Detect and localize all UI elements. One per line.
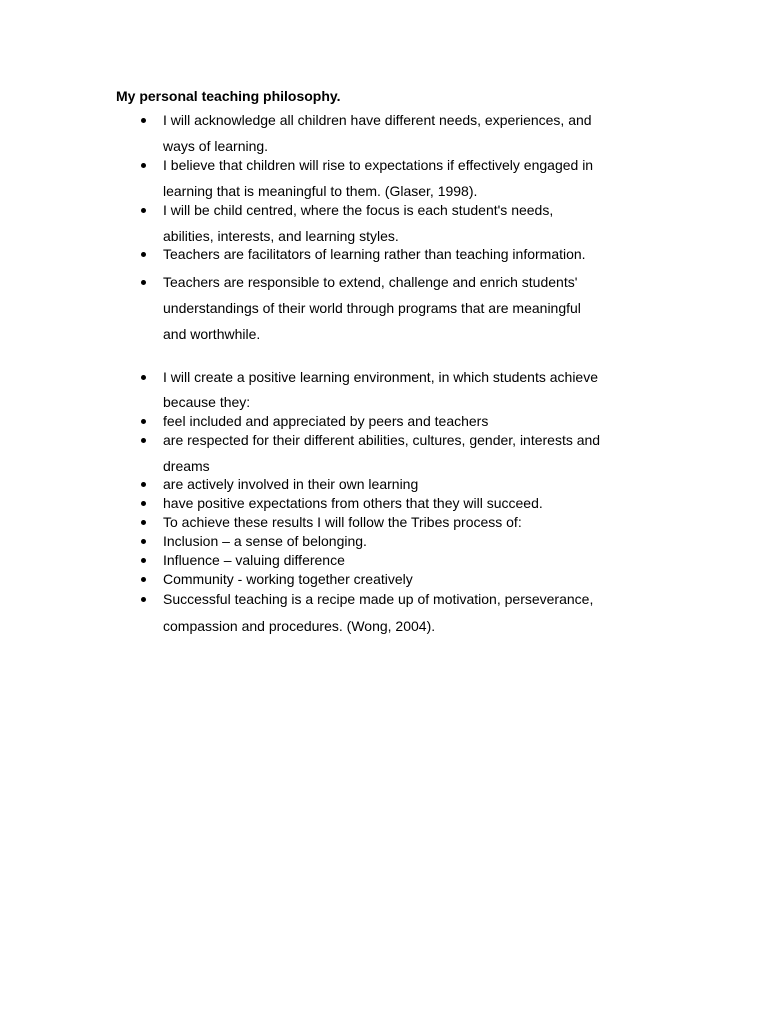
list-item-text [163, 550, 663, 570]
list-item-line: I will be child centred, where the focus is each student's needs, [163, 202, 554, 218]
list-item-line: Successful teaching is a recipe made up of motivation, perseverance, [163, 591, 594, 607]
list-item-line: are actively involved in their own learning [163, 476, 419, 492]
list-item-line: have positive expectations from others that they will succeed. [163, 495, 543, 511]
list-item-text [163, 155, 663, 201]
list-item-text [163, 569, 663, 589]
list-item-text [163, 272, 663, 344]
list-item-text [163, 589, 663, 636]
bullet-icon [138, 493, 148, 513]
list-item-line: feel included and appreciated by peers and teachers [163, 413, 489, 429]
bullet-icon [138, 430, 148, 450]
list-item-line: Teachers are responsible to extend, challenge and enrich students' [163, 274, 578, 290]
list-item-line: Influence – valuing difference [163, 552, 345, 568]
list-item-text [163, 430, 663, 476]
list-item-text [163, 110, 663, 156]
list-item-line: To achieve these results I will follow the Tribes process of: [163, 514, 522, 530]
bullet-icon [138, 569, 148, 589]
bullet-icon [138, 244, 148, 264]
list-item-text [163, 244, 663, 264]
list-item-line: compassion and procedures. (Wong, 2004). [163, 618, 436, 634]
bullet-icon [138, 531, 148, 551]
bullet-icon [138, 272, 148, 292]
list-item-text [163, 474, 663, 494]
bullet-icon [138, 367, 148, 387]
list-item-line: I will create a positive learning environment, in which students achieve [163, 369, 599, 385]
list-item-line: understandings of their world through programs that are meaningful [163, 300, 581, 316]
list-item-line: Community - working together creatively [163, 571, 413, 587]
list-item-text [163, 531, 663, 551]
list-item-line: I will acknowledge all children have different needs, experiences, and [163, 112, 592, 128]
list-item-line: because they: [163, 394, 251, 410]
list-item-text [163, 411, 663, 431]
bullet-icon [138, 474, 148, 494]
bullet-icon [138, 550, 148, 570]
list-item-text [163, 493, 663, 513]
bullet-icon [138, 110, 148, 130]
list-item-line: Inclusion – a sense of belonging. [163, 533, 367, 549]
list-item-line: ways of learning. [163, 138, 269, 154]
list-item-line: abilities, interests, and learning styles. [163, 228, 399, 244]
bullet-icon [138, 512, 148, 532]
bullet-icon [138, 589, 148, 609]
list-item-text [163, 512, 663, 532]
list-item-line: are respected for their different abilities, cultures, gender, interests and [163, 432, 601, 448]
list-item-line: and worthwhile. [163, 326, 261, 342]
list-item-line: Teachers are facilitators of learning rather than teaching information. [163, 246, 586, 262]
bullet-icon [138, 411, 148, 431]
list-item-line: dreams [163, 458, 210, 474]
list-item-text [163, 200, 663, 246]
list-item-text [163, 367, 663, 412]
list-item-line: learning that is meaningful to them. (Glaser, 1998). [163, 183, 478, 199]
document-title: My personal teaching philosophy. [116, 88, 341, 104]
bullet-icon [138, 155, 148, 175]
bullet-icon [138, 200, 148, 220]
list-item-line: I believe that children will rise to expectations if effectively engaged in [163, 157, 594, 173]
